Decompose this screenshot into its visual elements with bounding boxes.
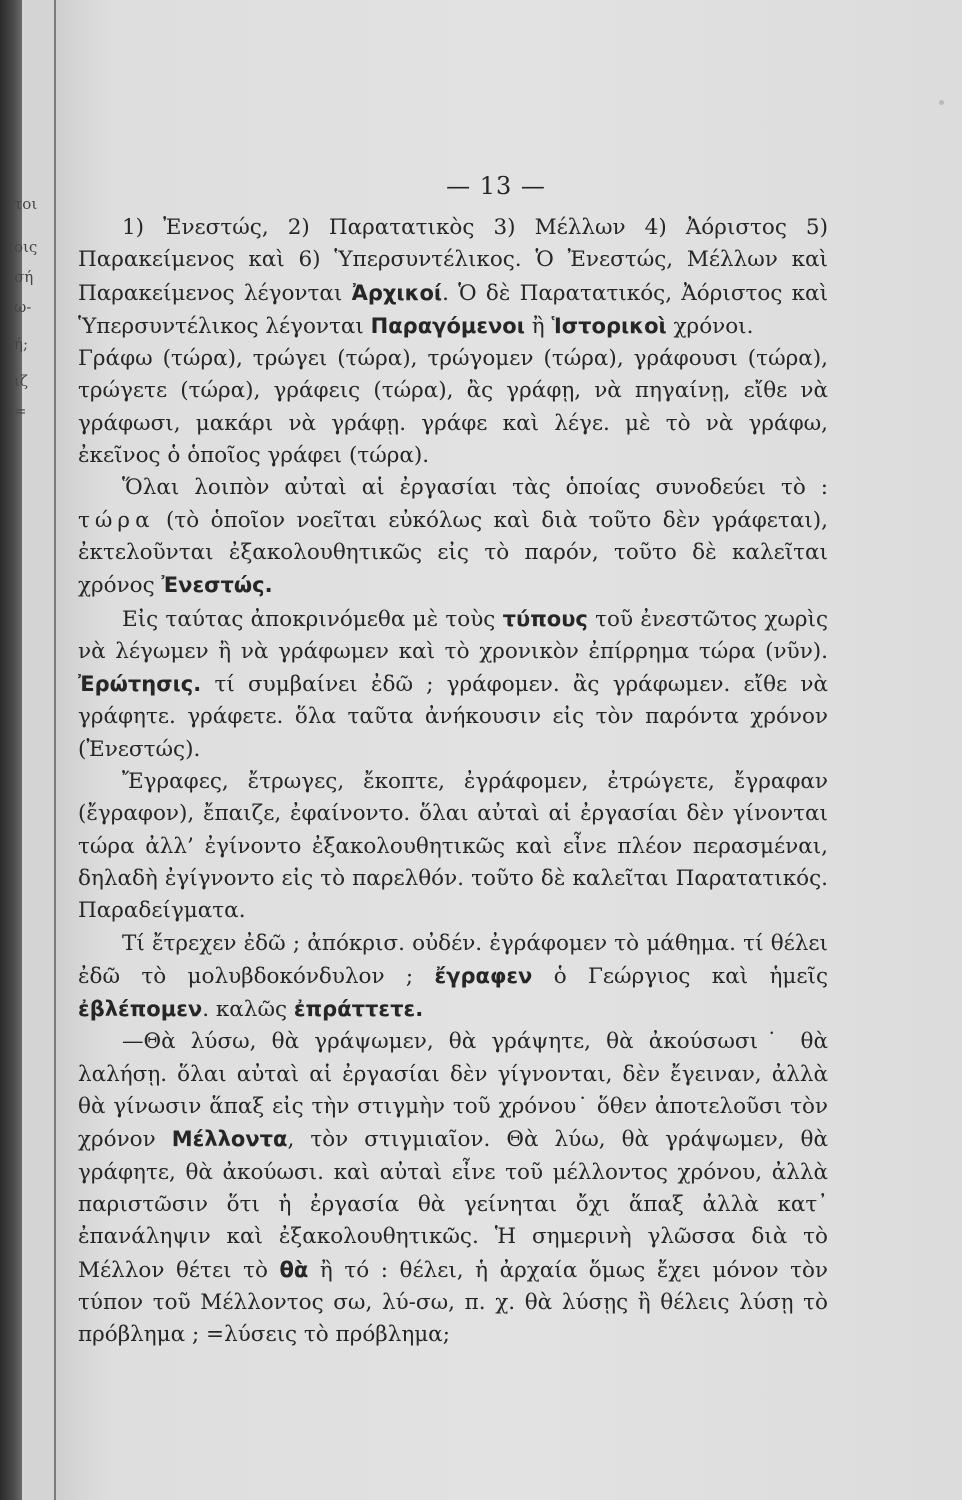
margin-fragment: σή <box>14 268 34 286</box>
margin-fragment: ω- <box>14 298 32 316</box>
bold-term: Ἀρχικοί <box>351 280 443 305</box>
bold-term: τύπους <box>502 606 588 631</box>
paper-speck <box>939 100 944 105</box>
paragraph-present-examples: Γράφω (τώρα), τρώγει (τώρα), τρώγομεν (τώρα), γράφουσι (τώρα), τρώγετε (τώρα), γράφεις (τώρα), ἂς γράφῃ, νὰ πηγαίνῃ, εἴθε νὰ γράφωσι, μακάρι νὰ γράφῃ. γράφε καὶ λέγε. μὲ τὸ νὰ γράφω, ἐκεῖνος ὁ ὁποῖος γράφει (τώρα). <box>78 346 828 469</box>
text-run: ἢ τό : θέλει, ἡ ἀρχαία ὅμως ἔχει μόνον τὸν τύπον τοῦ Μέλλοντος σω, λύ-σω, π. χ. θὰ λύσῃς ἢ θέλεις λύσῃ τὸ πρόβλημα ; =λύσεις τὸ πρόβλημα; <box>78 1257 828 1348</box>
bold-term: Ἱστορικοὶ <box>551 313 667 338</box>
margin-fragment: τοι <box>14 195 38 213</box>
margin-fragment: ιζ <box>14 372 29 390</box>
spaced-word: τώρα <box>78 507 155 533</box>
bold-term: Ἐνεστώς. <box>161 573 273 598</box>
paragraph-imperfect: Ἔγραφες, ἔτρωγες, ἔκοπτε, ἐγράφομεν, ἐτρώγετε, ἔγραφαν (ἔγραφον), ἔπαιζε, ἐφαίνοντο. ὅλαι αὐταὶ αἱ ἐργασίαι δὲν γίνονται τώρα ἀλλ’ ἐγίνοντο ἐξακολουθητικῶς καὶ εἶνε πλέον περασμέναι, δηλαδὴ ἐγίγνοντο εἰς τὸ παρελθόν. τοῦτο δὲ καλεῖται Παρατατικός. Παραδείγματα. <box>78 769 828 924</box>
text-run: (τὸ ὁποῖον νοεῖται εὐκόλως καὶ διὰ τοῦτο δὲν γράφεται), ἐκτελοῦνται ἐξακολουθητικῶς εἰς τὸ παρόν, τοῦτο δὲ καλεῖται χρόνος <box>78 507 828 599</box>
bold-term: Παραγόμενοι <box>370 313 525 338</box>
bold-term: ἐβλέπομεν <box>78 997 203 1022</box>
margin-fragment: ή; <box>14 335 29 353</box>
text-run: . Ὁ δὲ Παρατατικός, Ἀόριστος καὶ Ὑπερσυντέλικος λέγονται <box>78 280 828 339</box>
text-run: 1) Ἐνεστώς, 2) Παρατατικὸς 3) Μέλλων 4) Ἀόριστος 5) Παρακείμενος καὶ 6) Ὑπερσυντέλικος. Ὁ Ἐνεστώς, Μέλλων καὶ Παρακείμενος λέγονται <box>78 215 828 306</box>
text-run: Τί ἔτρεχεν ἐδῶ ; ἀπόκρισ. οὐδέν. ἐγράφομεν τὸ μάθημα. τί θέλει ἐδῶ τὸ μολυβδοκόνδυλον ; <box>78 930 828 989</box>
text-run: . καλῶς <box>202 997 294 1023</box>
paragraph-future <box>78 1026 828 1351</box>
book-spine-edge <box>0 0 22 1500</box>
bold-term: ἔγραφεν <box>434 963 533 988</box>
text-run: —Θὰ λύσω, θὰ γράψωμεν, θὰ γράψητε, θὰ ἀκούσωσι˙ θὰ λαλήσῃ. ὅλαι αὐταὶ αἱ ἐργασίαι δὲν γίγνονται, δὲν ἔγειναν, ἀλλὰ θὰ γίνωσιν ἅπαξ εἰς τὴν στιγμὴν τοῦ χρόνου˙ ὅθεν ἀποτελοῦσι τὸν χρόνον <box>78 1029 828 1153</box>
margin-fragment: = <box>14 402 27 420</box>
body-text <box>78 212 828 1351</box>
bold-term: θὰ <box>279 1257 309 1282</box>
page-number: — 13 — <box>446 172 546 200</box>
text-run: ὁ Γεώργιος καὶ ἡμεῖς <box>532 963 828 989</box>
text-run: ἢ <box>524 313 552 339</box>
paragraph-imperfect-examples <box>78 928 828 1027</box>
text-run: Ὅλαι λοιπὸν αὐταὶ αἱ ἐργασίαι τὰς ὁποίας συνοδεύει τὸ : <box>122 475 828 501</box>
bold-term: ἐπράττετε. <box>293 997 424 1022</box>
bold-term: Μέλλοντα <box>171 1127 288 1152</box>
text-run: χρόνοι. <box>666 313 754 339</box>
bold-term: Ἐρώτησις. <box>78 672 202 697</box>
text-run: τί συμβαίνει ἐδῶ ; γράφομεν. ἂς γράφωμεν. εἴθε νὰ γράφητε. γράφετε. ὅλα ταῦτα ἀνήκουσιν εἰς τὸν παρόντα χρόνον (Ἐνεστώς). <box>78 672 828 762</box>
neighbour-page-margin <box>14 0 56 1500</box>
text-run: , τὸν στιγμιαῖον. Θὰ λύω, θὰ γράψωμεν, θὰ γράφητε, θὰ ἀκούωσι. καὶ αὐταὶ εἶνε τοῦ μέλλοντος χρόνου, ἀλλὰ παριστῶσιν ὅτι ἡ ἐργασία θὰ γείνηται ὄχι ἅπαξ ἀλλὰ κατ᾽ ἐπανάληψιν καὶ ἐξακολουθητικῶς. Ἡ σημερινὴ γλῶσσα διὰ τὸ Μέλλον θέτει τὸ <box>78 1127 829 1283</box>
margin-fragment: οις <box>14 238 38 256</box>
paragraph-present-definition <box>78 472 828 602</box>
book-page <box>56 0 962 1500</box>
paragraph-tenses <box>78 212 828 343</box>
paragraph-question <box>78 603 828 766</box>
text-run: Εἰς ταύτας ἀποκρινόμεθα μὲ τοὺς <box>122 606 503 632</box>
text-run: τοῦ ἐνεστῶτος χωρὶς νὰ λέγωμεν ἢ νὰ γράφωμεν καὶ τὸ χρονικὸν ἐπίρρημα τώρα (νῦν). <box>78 606 828 664</box>
